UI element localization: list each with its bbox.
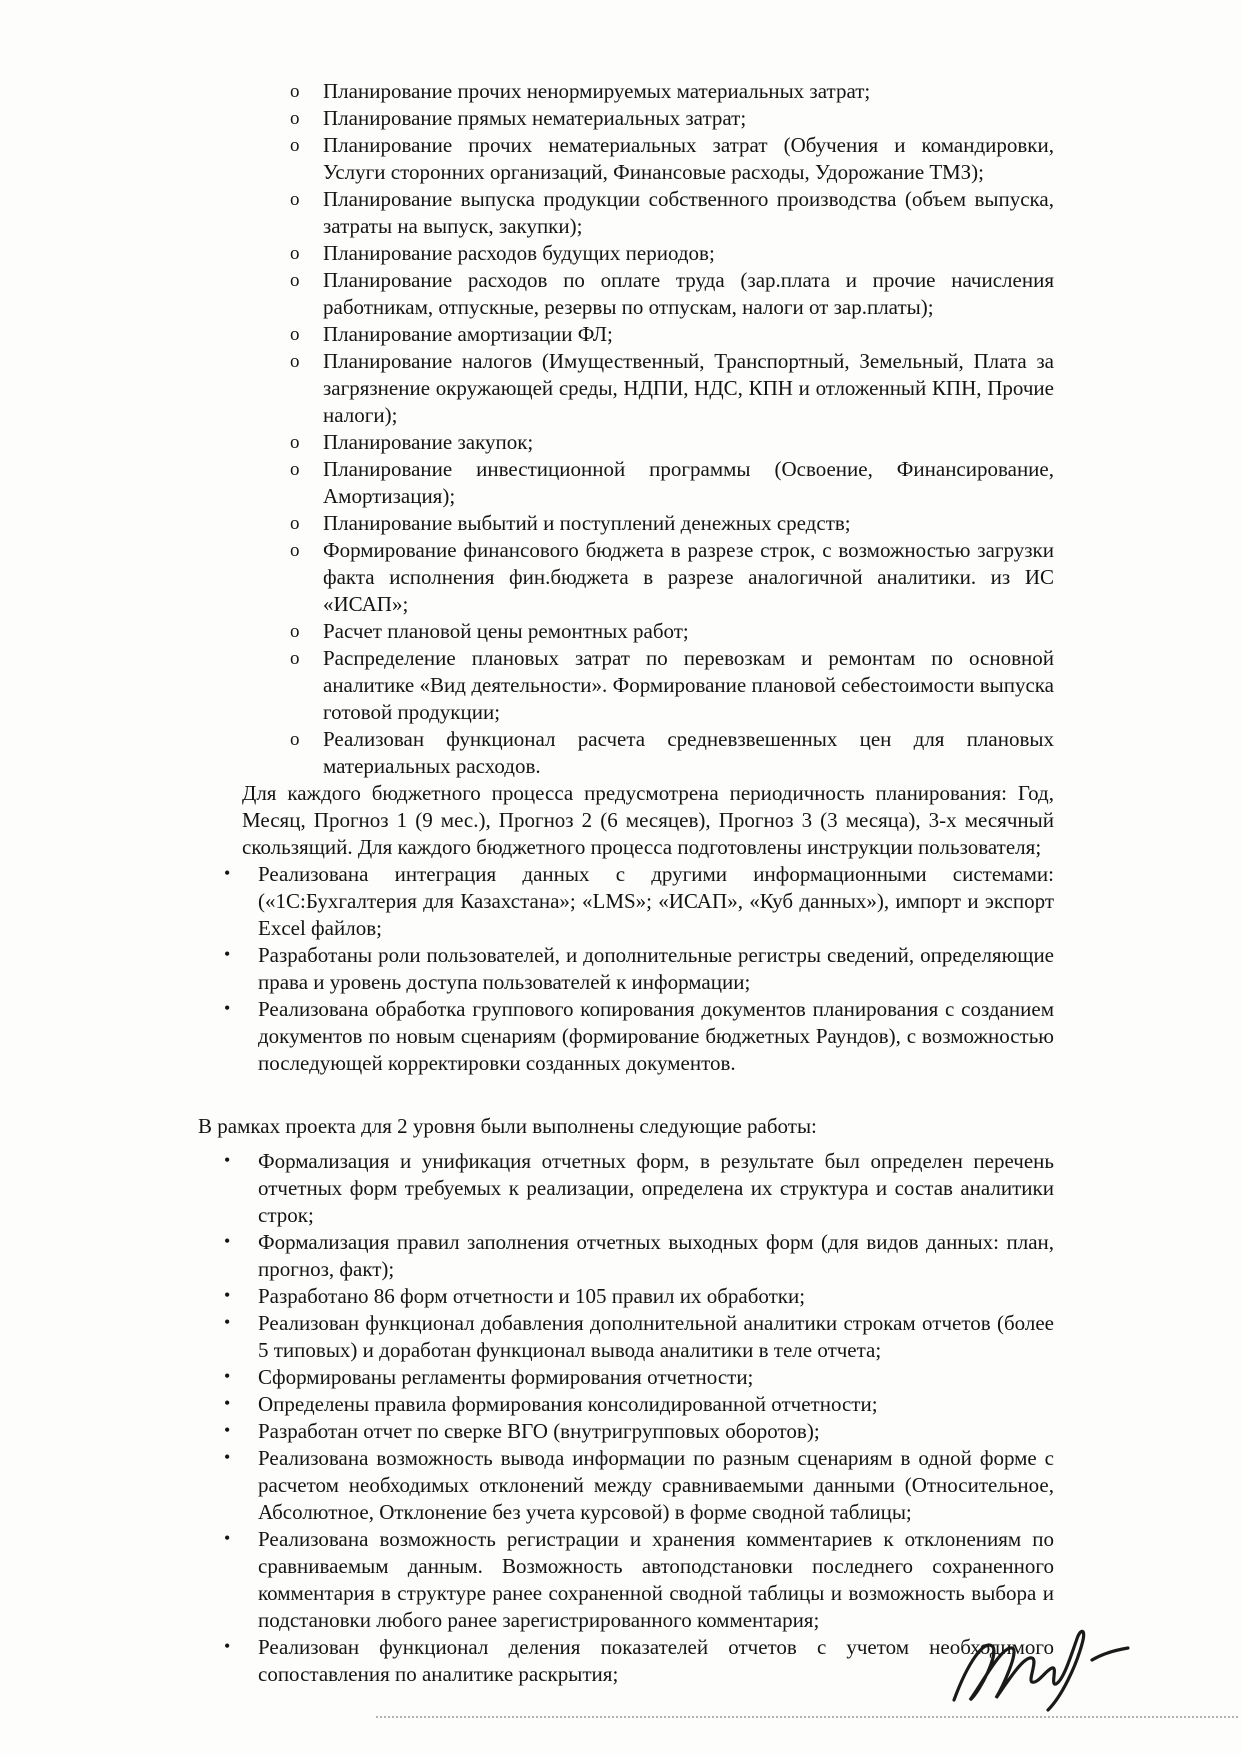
list-item xyxy=(198,1634,1054,1688)
list-item xyxy=(198,645,1054,726)
list-item xyxy=(198,942,1054,996)
list-item-text: Расчет плановой цены ремонтных работ; xyxy=(323,619,689,643)
dot-bullet-icon: • xyxy=(224,1393,231,1413)
dot-bullet-icon: • xyxy=(224,944,231,964)
list-item-text: Планирование расходов по оплате труда (зар.плата и прочие начисления работникам, отпускные, резервы по отпускам, налоги от зар.платы); xyxy=(323,268,1054,319)
list-item-text: Реализована возможность регистрации и хранения комментариев к отклонениям по сравниваемым данным. Возможность автоподстановки последнего сохраненного комментария в структуре ранее сохраненной сводной таблицы и возможность выбора и подстановки любого ранее зарегистрированного комментария; xyxy=(258,1527,1054,1632)
signature xyxy=(940,1622,1150,1722)
dot-bullet-icon: • xyxy=(224,1420,231,1440)
list-item xyxy=(198,321,1054,348)
list-item xyxy=(198,1364,1054,1391)
list-item xyxy=(198,1148,1054,1229)
circle-bullet-icon: o xyxy=(290,432,300,453)
dot-bullet-icon: • xyxy=(224,1150,231,1170)
circle-bullet-icon: o xyxy=(290,459,300,480)
circle-bullet-icon: o xyxy=(290,621,300,642)
list-item-text: Распределение плановых затрат по перевозкам и ремонтам по основной аналитике «Вид деятельности». Формирование плановой себестоимости выпуска готовой продукции; xyxy=(323,646,1054,724)
circle-bullet-icon: o xyxy=(290,513,300,534)
list-item xyxy=(198,429,1054,456)
list-item-text: Планирование инвестиционной программы (Освоение, Финансирование, Амортизация); xyxy=(323,457,1054,508)
list-item xyxy=(198,996,1054,1077)
list-item xyxy=(198,132,1054,186)
list-item xyxy=(198,348,1054,429)
list-item-text: Реализована интеграция данных с другими информационными системами: («1С:Бухгалтерия для Казахстана»; «LMS»; «ИСАП», «Куб данных»), импорт и экспорт Excel файлов; xyxy=(258,862,1054,940)
list-item xyxy=(198,726,1054,780)
circle-bullet-icon: o xyxy=(290,189,300,210)
circle-bullet-icon: o xyxy=(290,648,300,669)
list-item-text: Реализована обработка группового копирования документов планирования с созданием документов по новым сценариям (формирование бюджетных Раундов), с возможностью последующей корректировки созданных документов. xyxy=(258,997,1054,1075)
list-item-text: Планирование налогов (Имущественный, Транспортный, Земельный, Плата за загрязнение окружающей среды, НДПИ, НДС, КПН и отложенный КПН, Прочие налоги); xyxy=(323,349,1054,427)
list-item xyxy=(198,510,1054,537)
list-item-text: Реализован функционал добавления дополнительной аналитики строкам отчетов (более 5 типовых) и доработан функционал вывода аналитики в теле отчета; xyxy=(258,1311,1054,1362)
circle-bullet-icon: o xyxy=(290,81,300,102)
list-item xyxy=(198,1526,1054,1634)
list-item xyxy=(198,186,1054,240)
list-item xyxy=(198,1391,1054,1418)
dot-bullet-icon: • xyxy=(224,1366,231,1386)
list-item xyxy=(198,1310,1054,1364)
list-item-text: Формализация и унификация отчетных форм, в результате был определен перечень отчетных форм требуемых к реализации, определена их структура и состав аналитики строк; xyxy=(258,1149,1054,1227)
dot-bullet-icon: • xyxy=(224,1528,231,1548)
dot-bullet-icon: • xyxy=(224,1312,231,1332)
list-item xyxy=(198,105,1054,132)
level1-bullet-list xyxy=(198,861,1054,1077)
list-item-text: Планирование прямых нематериальных затрат; xyxy=(323,106,747,130)
dot-bullet-icon: • xyxy=(224,1231,231,1251)
section-heading: В рамках проекта для 2 уровня были выполнены следующие работы: xyxy=(198,1114,817,1138)
list-item-text: Реализована возможность вывода информации по разным сценариям в одной форме с расчетом необходимых отклонений между сравниваемыми данными (Относительное, Абсолютное, Отклонение без учета курсовой) в форме сводной таблицы; xyxy=(258,1446,1054,1524)
list-item-text: Планирование прочих ненормируемых материальных затрат; xyxy=(323,79,871,103)
list-item xyxy=(198,861,1054,942)
list-item xyxy=(198,78,1054,105)
list-item xyxy=(198,456,1054,510)
sub-bullet-list xyxy=(198,78,1054,780)
circle-bullet-icon: o xyxy=(290,324,300,345)
level2-bullet-list xyxy=(198,1148,1054,1688)
list-item xyxy=(198,1283,1054,1310)
periodicity-paragraph: Для каждого бюджетного процесса предусмотрена периодичность планирования: Год, Месяц, Прогноз 1 (9 мес.), Прогноз 2 (6 месяцев), Прогноз 3 (3 месяца), 3-х месячный скользящий. Для каждого бюджетного процесса подготовлены инструкции пользователя; xyxy=(242,781,1054,859)
document-content xyxy=(198,78,1054,1688)
list-item xyxy=(198,1418,1054,1445)
list-item-text: Реализован функционал деления показателей отчетов с учетом необходимого сопоставления по аналитике раскрытия; xyxy=(258,1635,1054,1686)
list-item xyxy=(198,1445,1054,1526)
list-item-text: Формализация правил заполнения отчетных выходных форм (для видов данных: план, прогноз, факт); xyxy=(258,1230,1054,1281)
list-item xyxy=(198,537,1054,618)
list-item xyxy=(198,1229,1054,1283)
circle-bullet-icon: o xyxy=(290,729,300,750)
list-item-text: Планирование расходов будущих периодов; xyxy=(323,241,715,265)
list-item-text: Разработано 86 форм отчетности и 105 правил их обработки; xyxy=(258,1284,806,1308)
circle-bullet-icon: o xyxy=(290,135,300,156)
footer-dotted-line xyxy=(376,1716,1238,1718)
list-item-text: Планирование выбытий и поступлений денежных средств; xyxy=(323,511,851,535)
list-item-text: Планирование прочих нематериальных затрат (Обучения и командировки, Услуги сторонних организаций, Финансовые расходы, Удорожание ТМЗ); xyxy=(323,133,1054,184)
circle-bullet-icon: o xyxy=(290,243,300,264)
circle-bullet-icon: o xyxy=(290,270,300,291)
list-item-text: Разработан отчет по сверке ВГО (внутригрупповых оборотов); xyxy=(258,1419,820,1443)
dot-bullet-icon: • xyxy=(224,1285,231,1305)
list-item xyxy=(198,618,1054,645)
list-item xyxy=(198,267,1054,321)
circle-bullet-icon: o xyxy=(290,108,300,129)
circle-bullet-icon: o xyxy=(290,351,300,372)
dot-bullet-icon: • xyxy=(224,1636,231,1656)
list-item-text: Планирование выпуска продукции собственного производства (объем выпуска, затраты на выпуск, закупки); xyxy=(323,187,1054,238)
dot-bullet-icon: • xyxy=(224,998,231,1018)
list-item-text: Планирование закупок; xyxy=(323,430,534,454)
list-item-text: Реализован функционал расчета средневзвешенных цен для плановых материальных расходов. xyxy=(323,727,1054,778)
list-item-text: Разработаны роли пользователей, и дополнительные регистры сведений, определяющие права и уровень доступа пользователей к информации; xyxy=(258,943,1054,994)
dot-bullet-icon: • xyxy=(224,863,231,883)
circle-bullet-icon: o xyxy=(290,540,300,561)
list-item xyxy=(198,240,1054,267)
list-item-text: Формирование финансового бюджета в разрезе строк, с возможностью загрузки факта исполнения фин.бюджета в разрезе аналогичной аналитики. из ИС «ИСАП»; xyxy=(323,538,1054,616)
list-item-text: Определены правила формирования консолидированной отчетности; xyxy=(258,1392,878,1416)
dot-bullet-icon: • xyxy=(224,1447,231,1467)
list-item-text: Сформированы регламенты формирования отчетности; xyxy=(258,1365,754,1389)
handwritten-signature-icon xyxy=(940,1622,1150,1722)
list-item-text: Планирование амортизации ФЛ; xyxy=(323,322,613,346)
